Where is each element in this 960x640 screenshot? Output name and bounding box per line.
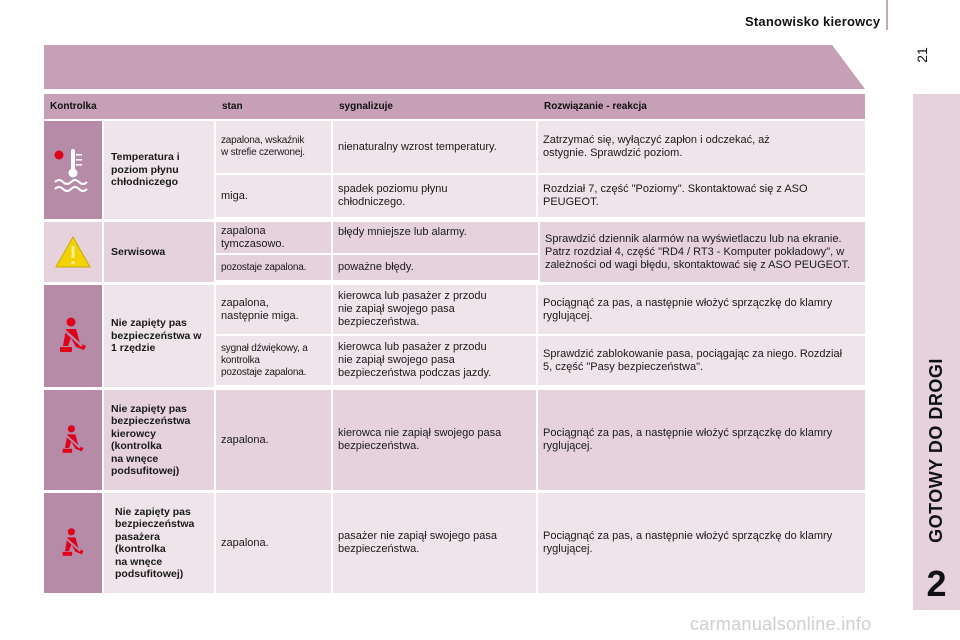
action-cell: Pociągnąć za pas, a następnie włożyć sprzączkę do klamry ryglującej. <box>543 296 833 322</box>
table-row <box>216 253 538 280</box>
state-cell: zapalona, następnie miga. <box>216 285 333 334</box>
group-rows <box>216 285 865 387</box>
table-group-coolant <box>44 121 865 219</box>
service-warning-icon <box>54 235 92 269</box>
table-row <box>216 285 865 334</box>
state-cell: zapalona. <box>216 390 333 490</box>
watermark: carmanualsonline.info <box>690 614 872 634</box>
action-cell: Pociągnąć za pas, a następnie włożyć sprzączkę do klamry ryglującej. <box>543 427 833 452</box>
column-header-signal: sygnalizuje <box>339 101 393 112</box>
table-row <box>216 121 865 173</box>
table-row <box>216 222 538 253</box>
signal-cell: błędy mniejsze lub alarmy. <box>338 226 467 238</box>
action-cell: Sprawdzić zablokowanie pasa, pociągając za niego. Rozdział 5, część "Pasy bezpieczeństwa". <box>543 347 843 373</box>
coolant-temperature-icon <box>51 145 95 195</box>
chapter-number: 2 <box>926 563 947 604</box>
state-cell: zapalona, wskaźnik w strefie czerwonej. <box>216 121 333 173</box>
action-cell: Sprawdzić dziennik alarmów na wyświetlaczu lub na ekranie. Patrz rozdział 4, część "RD4 / RT3 - Komputer pokładowy", w zależności od wagi błędu, skontaktować się z ASO PEUGEOT. <box>538 222 865 282</box>
table-row <box>216 493 865 593</box>
signal-cell: nienaturalny wzrost temperatury. <box>333 121 538 173</box>
column-header-indicator: Kontrolka <box>50 101 97 112</box>
merged-left <box>216 222 538 282</box>
chapter-title-text: GOTOWY DO DROGI <box>926 357 947 543</box>
signal-cell: pasażer nie zapiął swojego pasa bezpieczeństwa. <box>333 493 538 593</box>
action-cell: Pociągnąć za pas, a następnie włożyć sprzączkę do klamry ryglującej. <box>543 530 833 555</box>
seatbelt-passenger-icon <box>59 527 87 559</box>
action-cell: Zatrzymać się, wyłączyć zapłon i odczekać, aż ostygnie. Sprawdzić poziom. <box>543 134 770 159</box>
signal-cell: poważne błędy. <box>338 261 414 273</box>
indicator-cell <box>44 390 104 490</box>
top-banner <box>44 45 865 89</box>
signal-cell: kierowca lub pasażer z przodu nie zapiął swojego pasa bezpieczeństwa. <box>333 285 538 334</box>
indicator-cell <box>44 121 104 219</box>
signal-cell: spadek poziomu płynu chłodniczego. <box>333 175 538 217</box>
table-row <box>216 390 865 490</box>
table-header <box>44 94 865 119</box>
state-cell: zapalona. <box>216 493 333 593</box>
table-group-seatbelt-front <box>44 285 865 387</box>
state-cell: miga. <box>216 175 333 217</box>
indicator-label: Serwisowa <box>104 222 216 282</box>
state-cell: zapalona tymczasowo. <box>216 222 333 253</box>
page-section-title: Stanowisko kierowcy <box>745 14 881 29</box>
page-number: 21 <box>914 47 930 63</box>
table-group-seatbelt-driver <box>44 390 865 490</box>
indicator-cell <box>44 493 104 593</box>
group-rows <box>216 390 865 490</box>
indicator-label: Nie zapięty pas bezpieczeństwa w 1 rzędzie <box>104 285 216 387</box>
group-rows <box>216 121 865 219</box>
chapter-title <box>913 340 960 560</box>
indicator-cell <box>44 285 104 387</box>
signal-cell: kierowca lub pasażer z przodu nie zapiął swojego pasa bezpieczeństwa podczas jazdy. <box>333 336 538 385</box>
indicator-label: Nie zapięty pas bezpieczeństwa kierowcy (kontrolka na wnęce podsufitowej) <box>104 390 216 490</box>
group-rows <box>216 222 865 282</box>
column-header-action: Rozwiązanie - reakcja <box>544 101 647 112</box>
table-group-seatbelt-passenger <box>44 493 865 593</box>
indicator-cell <box>44 222 104 282</box>
indicator-label: Temperatura i poziom płynu chłodniczego <box>104 121 216 219</box>
indicator-label: Nie zapięty pas bezpieczeństwa pasażera (kontrolka na wnęce podsufitowej) <box>104 493 216 593</box>
seatbelt-front-icon <box>56 316 90 356</box>
table-row <box>216 173 865 217</box>
table-group-service <box>44 222 865 282</box>
table-row <box>216 334 865 385</box>
seatbelt-driver-icon <box>59 424 87 456</box>
signal-cell: kierowca nie zapiął swojego pasa bezpieczeństwa. <box>333 390 538 490</box>
group-rows <box>216 493 865 593</box>
column-header-state: stan <box>222 101 243 112</box>
header-divider <box>886 0 888 30</box>
state-cell: pozostaje zapalona. <box>216 255 333 280</box>
warning-lights-table <box>44 94 865 596</box>
state-cell: sygnał dźwiękowy, a kontrolka pozostaje zapalona. <box>216 336 333 385</box>
action-cell: Rozdział 7, część "Poziomy". Skontaktować się z ASO PEUGEOT. <box>543 183 808 208</box>
